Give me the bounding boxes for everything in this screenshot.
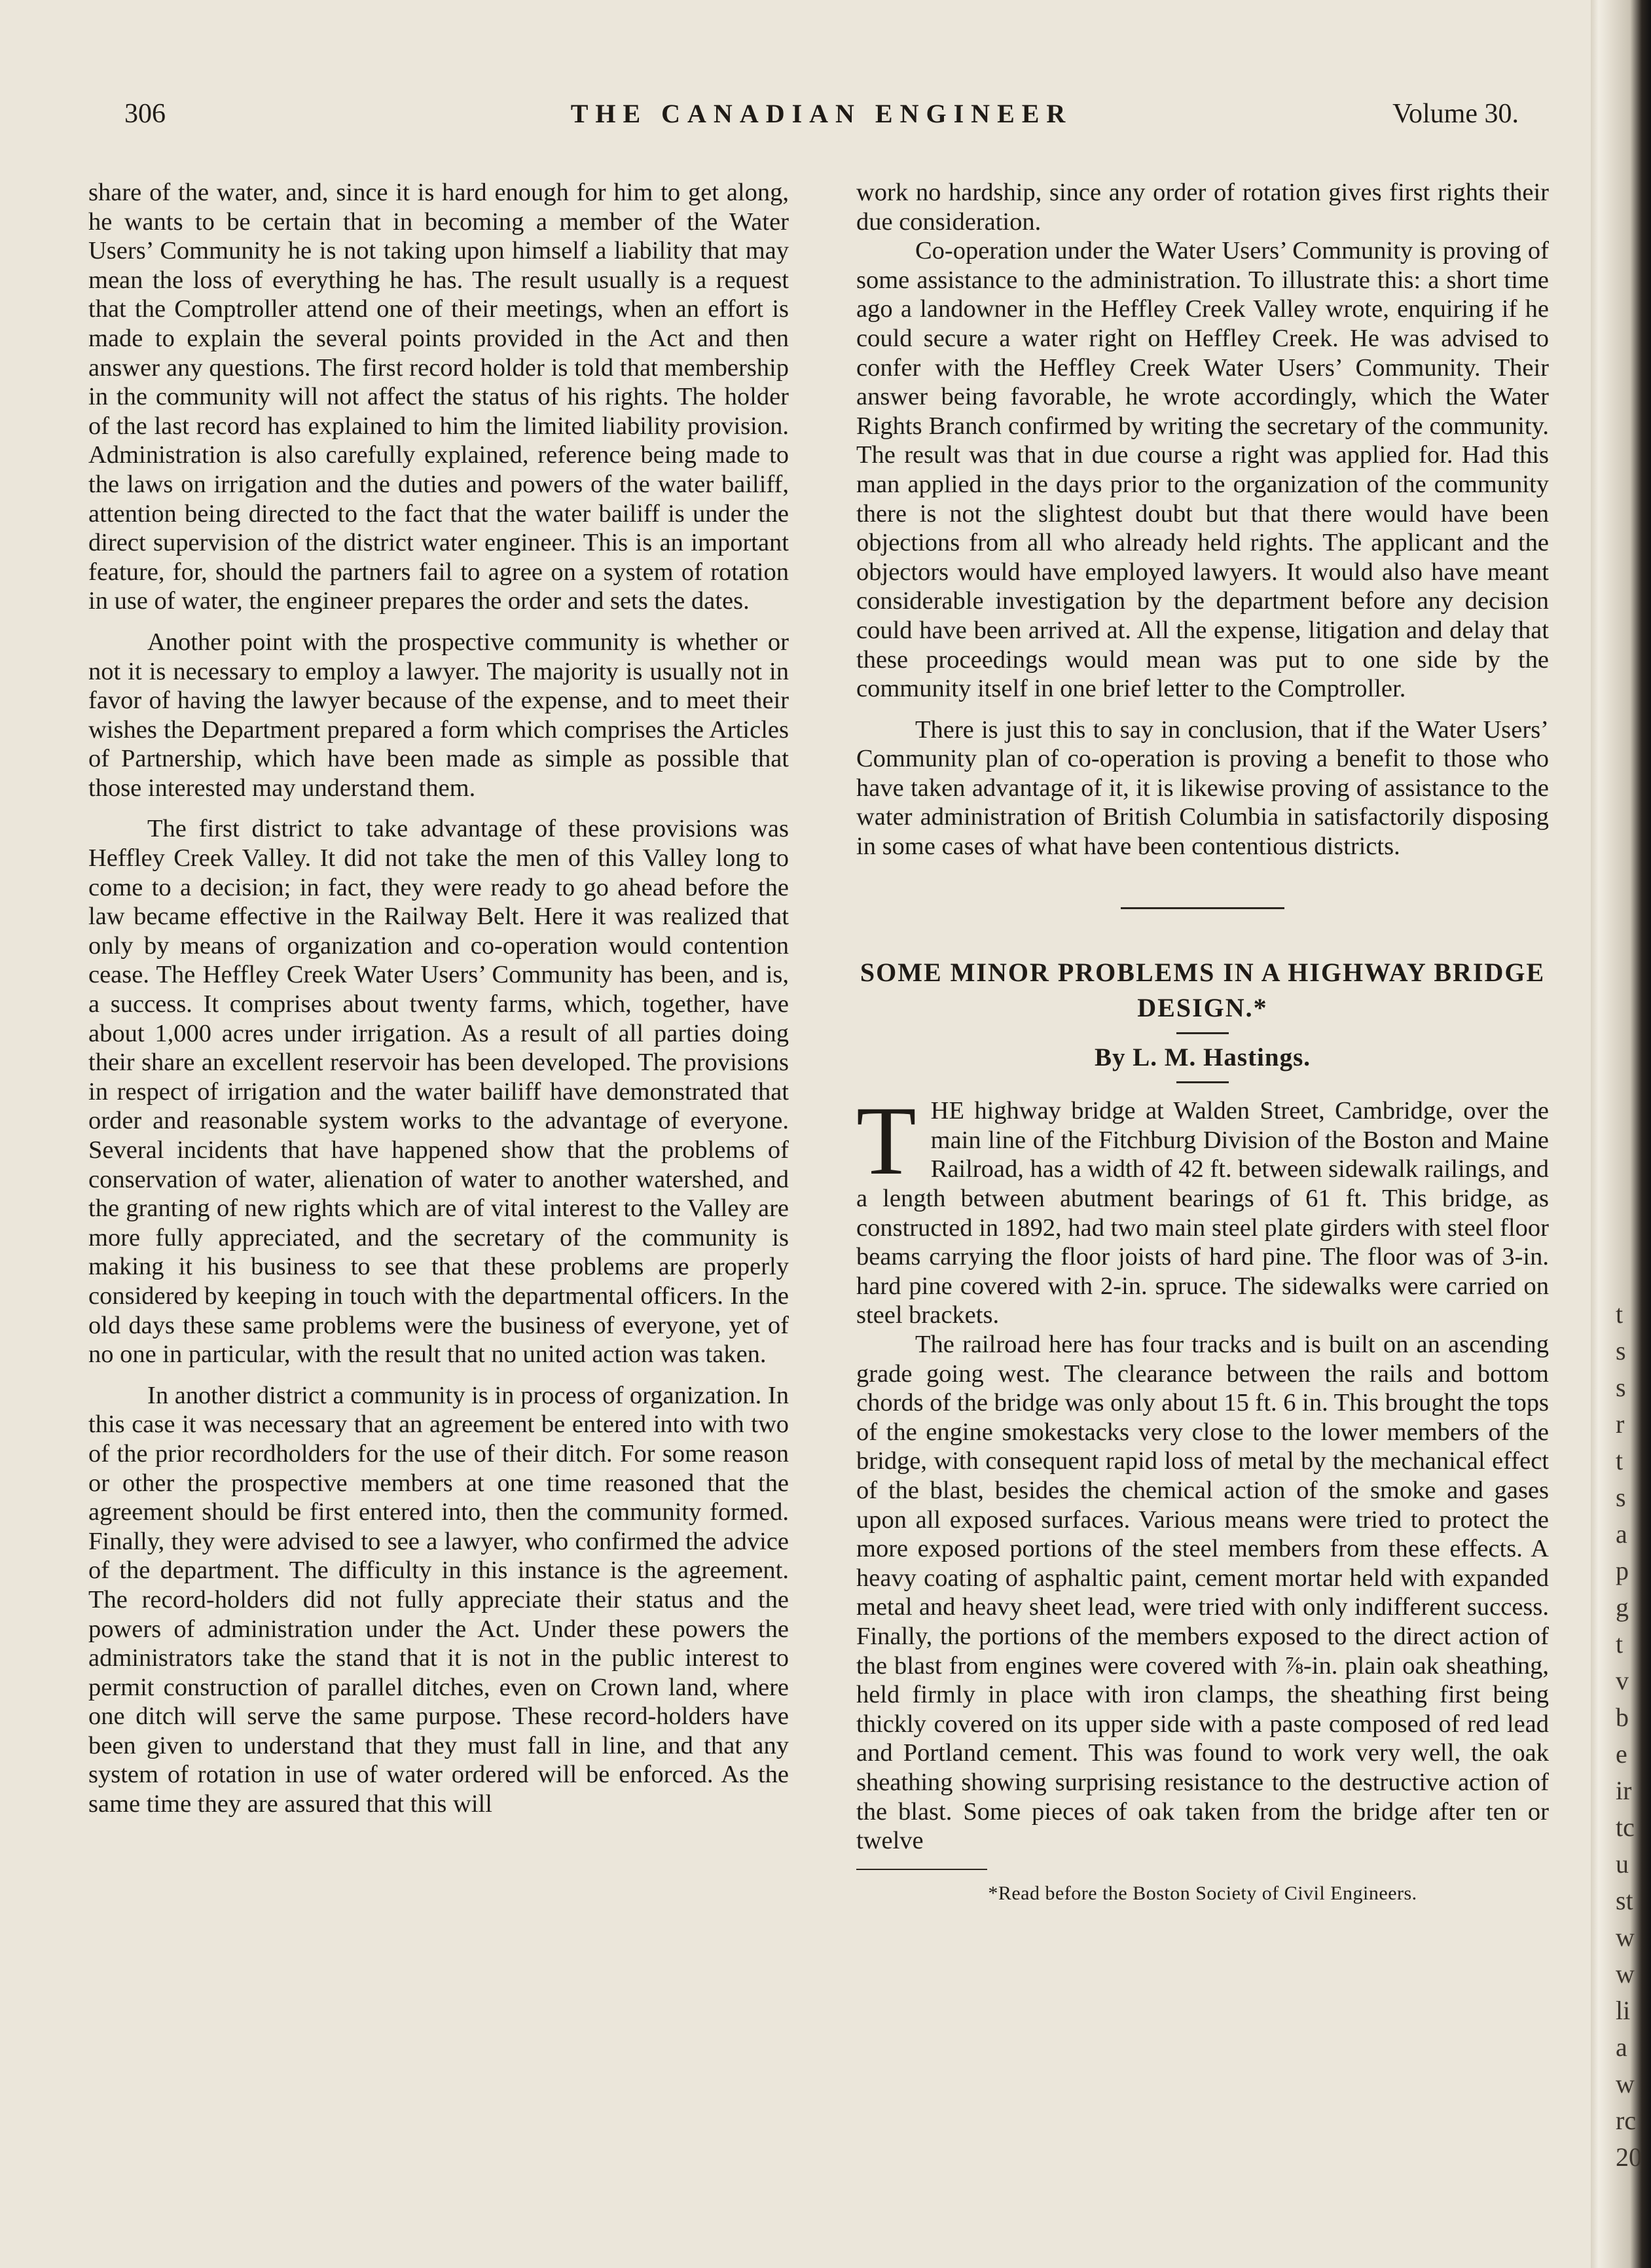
spine-fragment: s: [1616, 1483, 1626, 1512]
spine-fragment: 20: [1616, 2142, 1642, 2172]
spine-fragment: t: [1616, 1629, 1624, 1659]
spine-fragment: v: [1616, 1666, 1629, 1695]
spine-fragment: g: [1616, 1593, 1629, 1622]
paragraph: Another point with the prospective community is whether or not it is necessary to employ a lawyer. The majority is usually not in favor of having the lawyer because of the expense, and to meet their wishes the Department prepared a form which comprises the Articles of Partnership, which have been made as simple as possible that those interested may understand them.: [88, 628, 789, 802]
spine-fragment: p: [1616, 1556, 1629, 1585]
article-lead-text: HE highway bridge at Walden Street, Cambridge, over the main line of the Fitchburg Division of the Boston and Maine Railroad, has a width of 42 ft. between sidewalk railings, and a length between abutment bearings of 61 ft. This bridge, as constructed in 1892, had two main steel plate girders with steel floor beams carrying the floor joists of hard pine. The floor was of 3-in. hard pine covered with 2-in. spruce. The sidewalks were carried on steel brackets.: [856, 1097, 1549, 1329]
article-byline: By L. M. Hastings.: [1094, 1043, 1311, 1071]
spine-fragment: u: [1616, 1849, 1629, 1879]
spine-fragment: r: [1616, 1409, 1625, 1439]
spine-fragment: w: [1616, 1922, 1635, 1952]
spine-fragment: t: [1616, 1299, 1624, 1329]
spine-fragment: tc: [1616, 1812, 1635, 1842]
right-column: [856, 178, 1549, 1908]
section-divider: [1121, 907, 1284, 909]
spine-fragment: w: [1616, 1959, 1635, 1989]
spine-fragment: li: [1616, 1996, 1631, 2025]
drop-cap: T: [856, 1087, 916, 1196]
paragraph: In another district a community is in process of organization. In this case it was necessary that an agreement be entered into with two of the prior recordholders for the use of their ditch. For some reason or other the prospective members at one time reasoned that the agreement should be first entered into, then the community formed. Finally, they were advised to see a lawyer, who confirmed the advice of the department. The difficulty in this instance is the agreement. The record-holders did not fully appreciate their status and the powers of administration under the Act. Under these powers the administrators take the stand that it is not in the public interest to permit construction of parallel ditches, even on Crown land, where one ditch will serve the same purpose. These record-holders have been given to understand that they must fall in line, and that any system of rotation in use of water ordered will be enforced. As the same time they are assured that this will: [88, 1381, 789, 1818]
paragraph: share of the water, and, since it is hard enough for him to get along, he wants to be certain that in becoming a member of the Water Users’ Community he is not taking upon himself a liability that may mean the loss of everything he has. The result usually is a request that the Comptroller attend one of their meetings, when an effort is made to explain the several points provided in the Act and then answer any questions. The first record holder is told that membership in the community will not affect the status of his rights. The holder of the last record has explained to him the limited liability provision. Administration is also carefully explained, reference being made to the laws on irrigation and the duties and powers of the water bailiff, attention being directed to the fact that the water bailiff is under the direct supervision of the district water engineer. This is an important feature, for, should the partners fail to agree on a system of rotation in use of water, the engineer prepares the order and sets the dates.: [88, 179, 789, 615]
book-spine: [1591, 0, 1651, 2268]
spine-fragment: a: [1616, 2032, 1627, 2062]
spine-fragment: b: [1616, 1702, 1629, 1732]
spine-fragment: w: [1616, 2069, 1635, 2098]
volume-label: Volume 30.: [1392, 99, 1519, 129]
footnote: *Read before the Boston Society of Civil Engineers.: [988, 1882, 1417, 1904]
title-rule: [1176, 1032, 1229, 1034]
paragraph: The first district to take advantage of these provisions was Heffley Creek Valley. It did not take the men of this Valley long to come to a decision; in fact, they were ready to go ahead before the law became effective in the Railway Belt. Here it was realized that only by means of organization and co-operation would contention cease. The Heffley Creek Water Users’ Community has been, and is, a success. It comprises about twenty farms, which, together, have about 1,000 acres under irrigation. As a result of all parties doing their share an excellent reservoir has been developed. The provisions in respect of irrigation and the water bailiff have demonstrated that order and reasonable system works to the advantage of everyone. Several incidents that have happened show that the problems of conservation of water, alienation of water to another watershed, and the granting of new rights which are of vital interest to the Valley are more fully appreciated, and the secretary of the community is making it his business to see that these problems are properly considered by keeping in touch with the departmental officers. In the old days these same problems were the business of everyone, yet of no one in particular, with the result that no united action was taken.: [88, 815, 789, 1369]
spine-fragment: ir: [1616, 1776, 1632, 1805]
footnote-rule: [856, 1869, 987, 1870]
spine-fragment: a: [1616, 1519, 1627, 1549]
left-column: [88, 178, 789, 1819]
page-header: [124, 98, 1519, 144]
spine-fragment: st: [1616, 1886, 1633, 1915]
spine-fragment: t: [1616, 1446, 1624, 1475]
paragraph: work no hardship, since any order of rotation gives first rights their due consideration.: [856, 179, 1549, 236]
spine-fragment: s: [1616, 1373, 1626, 1402]
article-paragraph: [856, 1087, 1549, 1330]
article-title: SOME MINOR PROBLEMS IN A HIGHWAY BRIDGE DESIGN.*: [860, 957, 1546, 1022]
spine-fragment: s: [1616, 1336, 1626, 1365]
spine-fragment: rc: [1616, 2106, 1637, 2135]
spine-fragment: e: [1616, 1739, 1627, 1769]
paragraph: Co-operation under the Water Users’ Community is proving of some assistance to the administration. To illustrate this: a short time ago a landowner in the Heffley Creek Valley wrote, enquiring if he could secure a water right on Heffley Creek. He was advised to confer with the Heffley Creek Water Users’ Community. Their answer being favorable, he wrote accordingly, which the Water Rights Branch confirmed by writing the secretary of the community. The result was that in due course a right was applied for. Had this man applied in the days prior to the organization of the community there is not the slightest doubt but that there would have been objections from all who already held rights. The applicant and the objectors would have employed lawyers. It would also have meant considerable investigation by the department before any decision could have been arrived at. All the expense, litigation and delay that these proceedings would mean was put to one side by the community itself in one brief letter to the Comptroller.: [856, 237, 1549, 703]
byline-rule: [1176, 1081, 1229, 1083]
journal-title: THE CANADIAN ENGINEER: [570, 99, 1073, 128]
paragraph: There is just this to say in conclusion, that if the Water Users’ Community plan of co-operation is proving a benefit to those who have taken advantage of it, it is likewise proving of assistance to the water administration of British Columbia in satisfactorily disposing in some cases of what have been contentious districts.: [856, 715, 1549, 861]
page-number: 306: [124, 99, 166, 129]
article-paragraph: The railroad here has four tracks and is built on an ascending grade going west. The clearance between the rails and bottom chords of the bridge was only about 15 ft. 6 in. This brought the tops of the engine smokestacks very close to the lower members of the bridge, with consequent rapid loss of metal by the mechanical effect of the blast, besides the chemical action of the smoke and gases upon all exposed surfaces. Various means were tried to protect the more exposed portions of the steel members from these effects. A heavy coating of asphaltic paint, cement mortar held with expanded metal and heavy sheet lead, were tried with only indifferent success. Finally, the portions of the members exposed to the direct action of the blast from engines were covered with ⅞-in. plain oak sheathing, held firmly in place with iron clamps, the sheathing first being thickly covered on its upper side with a paste composed of red lead and Portland cement. This was found to work very well, the oak sheathing showing surprising resistance to the destructive action of the blast. Some pieces of oak taken from the bridge after ten or twelve: [856, 1331, 1549, 1855]
facing-page-fragments: [1616, 1296, 1642, 2176]
